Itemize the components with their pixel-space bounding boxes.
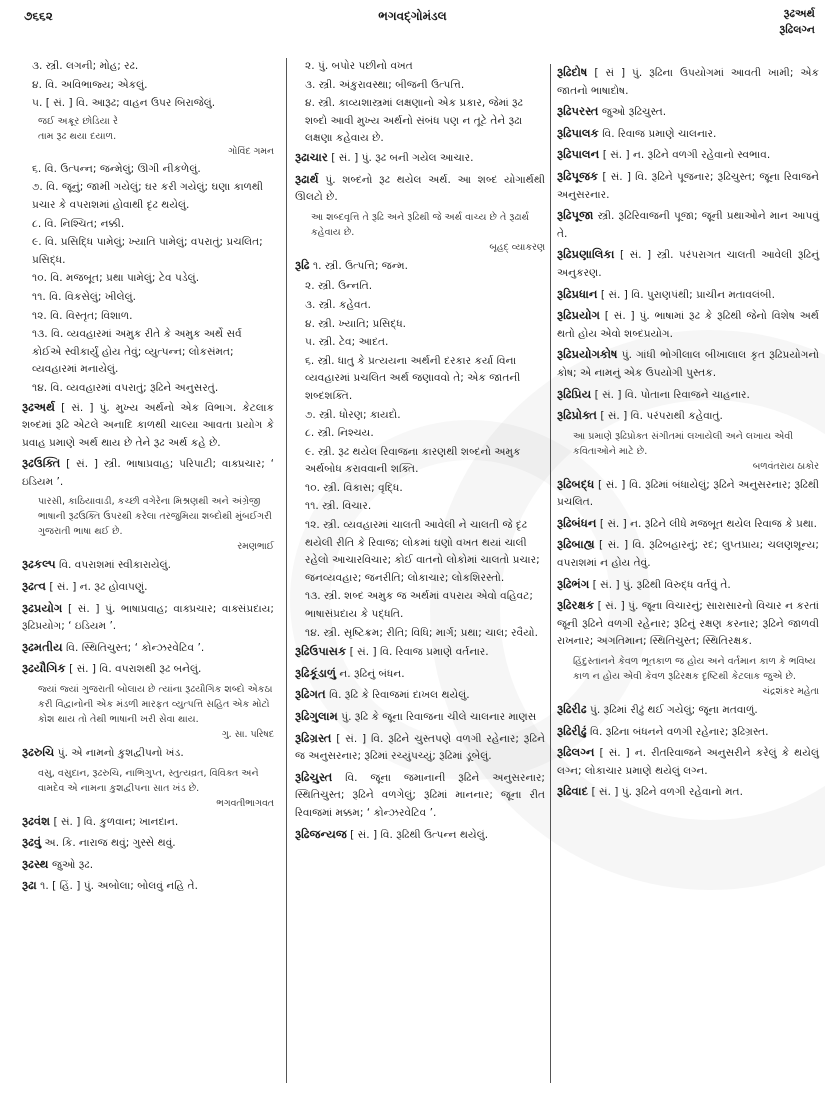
citation-source: બૃહદ્ વ્યાકરણ xyxy=(489,241,545,253)
entry-sense: ૩. સ્ત્રી. લગની; મોહ; રઢ. xyxy=(32,60,139,72)
dictionary-entry xyxy=(557,146,819,165)
dictionary-entry xyxy=(557,744,819,780)
entry-headword: રૂઢિકૂંડાળું xyxy=(295,665,336,680)
entry-definition: વિ. જૂના જમાનાની રૂઢિને અનુસરનાર; સ્થિતિચુસ્ત; રૂઢિને વળગેલું; રૂઢિમાં માનનાર; જૂના રીત રિવાજમાં મક્કમ; ‘ કોન્ઝરવેટિવ ’. xyxy=(295,771,545,819)
entry-headword: રૂઢિરીઢું xyxy=(557,723,587,738)
column-2 xyxy=(286,58,545,1083)
entry-definition: જુઓ રૂઢિચુસ્ત. xyxy=(601,106,667,119)
dictionary-entry xyxy=(22,399,274,453)
citation-quote xyxy=(557,429,819,474)
dictionary-entry xyxy=(295,769,545,823)
citation-line: હિંદુસ્તાનને કેવળ ભૂતકાળ જ હોય અને વર્તમાન કાળ કે ભવિષ્ય કાળ ન હોય એવી કેવળ રૂઢિરક્ષક દૃષ્ટિથી કેટલાક જુએ છે. xyxy=(573,656,816,683)
entry-definition: [ સં. ] પું. જૂના વિચારનું; સારાસારનો વિચાર ન કરતાં જૂની રૂઢિને વળગી રહેનાર; રૂઢિનું રક્ષણ કરનાર; રૂઢિને જાળવી રાખનાર; અગતિમાન; સ્થિતિચુસ્ત; સ્થિતિરક્ષક. xyxy=(557,600,819,648)
entry-definition: [ સં. ] પું. ભાષાપ્રવાહ; વાક્પ્રચાર; વાક્સંપ્રદાય; રૂઢિપ્રયોગ; ‘ ઇડિયમ ’. xyxy=(22,602,274,633)
dictionary-entry xyxy=(295,149,545,168)
entry-definition: ૧. [ હિં. ] પું. અબોલા; બોલવું નહિ તે. xyxy=(40,880,198,893)
dictionary-entry xyxy=(22,834,274,853)
entry-sense: ૨. સ્ત્રી. ઉન્નતિ. xyxy=(305,280,373,293)
entry-definition: [ સં. ] વિ. રૂઢિમાં બંધાયેલું; રૂઢિને અનુસરનાર; રૂઢિથી પ્રચલિત. xyxy=(557,478,819,509)
entry-headword: રૂઢિપૂજક xyxy=(557,168,599,183)
entry-sense: ૮. સ્ત્રી. નિશ્ચય. xyxy=(305,427,374,440)
entry-sense: ૧૨. સ્ત્રી. વ્યવહારમાં ચાલતી આવેલી ને ચાલતી જે દૃઢ થયેલી રીતિ કે રિવાજ; લોકમાં ઘણો વખત થયાં ચાલી રહેલો આચારવિચાર; કોઈ વાતનો લોકોમાં ચાલતો પ્રચાર; જનવ્યવહાર; જનરીતિ; લોકાચાર; લોકશિરસ્તો. xyxy=(305,519,540,584)
entry-definition: [ સં. ] વિ. પરંપરાથી કહેવાતું. xyxy=(600,410,723,423)
entry-headword: રૂઢયૌગિક xyxy=(22,661,66,676)
entry-definition: સ્ત્રી. રૂઢિરિવાજની પૂજા; જૂની પ્રથાઓને માન આપવું તે. xyxy=(557,210,819,240)
entry-headword: રૂઢિપ્રિય xyxy=(557,386,592,401)
entry-sense: ૫. [ સં. ] વિ. આરૂઢ; વાહન ઉપર બિરાજેલું. xyxy=(32,97,216,110)
entry-definition: [ સં. ] પું. ભાષામાં રૂઢ કે રૂઢિથી જેનો વિશેષ અર્થ થતો હોય એવો શબ્દપ્રયોગ. xyxy=(557,310,819,340)
dictionary-entry xyxy=(295,665,545,684)
dictionary-entry xyxy=(557,597,819,651)
entry-definition: ૧. સ્ત્રી. ઉત્પત્તિ; જન્મ. xyxy=(312,259,408,272)
citation-quote xyxy=(295,210,545,255)
entry-sense: ૯. સ્ત્રી. રૂઢ થયેલ રિવાજના કારણથી શબ્દનો અમુક અર્થબોધ કરાવવાની શક્તિ. xyxy=(305,445,521,476)
entry-headword: રૂઢિભંગ xyxy=(557,576,590,591)
entry-sense: ૯. વિ. પ્રસિદ્ધિ પામેલું; ખ્યાતિ પામેલું; વપરાતું; પ્રચલિત; પ્રસિદ્ધ. xyxy=(32,236,263,266)
dictionary-entry xyxy=(557,407,819,426)
dictionary-entry xyxy=(557,207,819,243)
entry-headword: રૂઢપ્રયોગ xyxy=(22,600,63,615)
dictionary-entry xyxy=(295,171,545,207)
entry-headword: રૂઢિરીઢ xyxy=(557,702,587,717)
entry-headword: રૂઢિવાદ xyxy=(557,784,589,799)
entry-definition: પું. શબ્દનો રૂઢ થયેલ અર્થ. આ શબ્દ યોગાર્થથી ઊલટો છે. xyxy=(295,173,545,204)
citation-line: આ પ્રમાણે રૂઢિપ્રોક્ત સંગીતમાં લખાયેલી અને લખાય એવી કવિતાઓને માટે છે. xyxy=(573,430,794,457)
entry-definition: [ સં. ] પું. રૂઢિને વળગી રહેવાનો મત. xyxy=(591,786,743,799)
entry-headword: રૂઢિપરસ્ત xyxy=(557,104,599,119)
entry-sense: ૧૩. સ્ત્રી. શબ્દ અમુક જ અર્થમાં વપરાય એવો વહિવટ; ભાષાસંપ્રદાય કે પદ્ધતિ. xyxy=(305,590,533,621)
entry-definition: વિ. સ્થિતિચુસ્ત; ‘ કોન્ઝરવેટિવ ’. xyxy=(66,641,205,654)
entry-definition: [ સં. ] વિ. રૂઢિને ચુસ્તપણે વળગી રહેનાર; રૂઢિને જ અનુસરનાર; રૂઢિમાં રચ્યુંપચ્યું; રૂઢિમાં ડૂબેલું. xyxy=(295,732,545,763)
entry-headword: રૂઢિઉપાસક xyxy=(295,644,347,659)
entry-definition: [ સં. ] પું. મુખ્ય અર્થનો એક વિભાગ. કેટલાક શબ્દમાં રૂઢિ એટલે અનાદિ કાળથી ચાલ્યા આવતા પ્રયોગ કે પ્રવાહ પ્રમાણે અર્થ થાય છે તેને રૂઢ અર્થ કહે છે. xyxy=(22,401,274,449)
citation-source: બળવંતરાય ઠાકોર xyxy=(752,460,819,472)
entry-definition: વિ. વપરાશમાં સ્વીકારાયેલું. xyxy=(59,559,172,572)
entry-definition: [ સં. ] ન. રૂઢિને લીધે મજબૂત થયેલ રિવાજ કે પ્રથા. xyxy=(599,517,817,530)
entry-definition: [ સં. ] સ્ત્રી. પરંપરાગત ચાલતી આવેલી રૂઢિનું અનુકરણ. xyxy=(557,249,820,279)
entry-headword: રૂઢિજન્યજ xyxy=(295,826,347,841)
entry-headword: રૂઢિપૂજા xyxy=(557,208,594,223)
dictionary-entry xyxy=(557,515,819,534)
entry-headword: રૂઢિબદ્ધ xyxy=(557,476,595,491)
entry-definition: [ સં. ] વિ. રૂઢિને પૂજનાર; રૂઢિચુસ્ત; જૂના રિવાજને અનુસરનાર. xyxy=(557,170,819,201)
entry-sense: ૪. સ્ત્રી. ખ્યાતિ; પ્રસિદ્ધ. xyxy=(305,317,407,330)
entry-sense: ૭. વિ. જૂનું; જામી ગયેલું; ઘર કરી ગયેલું; ઘણા કાળથી પ્રચાર કે વપરાશમાં હોવાથી દૃઢ થયેલું. xyxy=(32,181,264,211)
dictionary-entry xyxy=(557,723,819,742)
citation-line: પારસી, કાઠિયાવાડી, કચ્છી વગેરેના મિશ્રણથી અને અંગ્રેજી ભાષાની રૂઢઉક્તિ ઉપરથી કરેલા તરજુમિયા શબ્દોથી મુંબઈગરી ગુજરાતી ભાષા થઈ છે. xyxy=(38,496,272,538)
dictionary-entry xyxy=(557,246,819,282)
dictionary-entry xyxy=(557,307,819,343)
guide-word-last: રૂઢિલગ્ન xyxy=(779,23,815,36)
guide-words xyxy=(779,6,815,38)
entry-definition: વિ. રૂઢિના બંધનને વળગી રહેનાર; રૂઢિગ્રસ્ત. xyxy=(590,725,769,738)
entry-sense: ૪. સ્ત્રી. કાવ્યશાસ્ત્રમાં લક્ષણાનો એક પ્રકાર, જેમાં રૂઢ શબ્દો આવી મુખ્ય અર્થનો સંબંધ પણ ન તૂટે તેને રૂઢા લક્ષણા કહેવાય છે. xyxy=(305,97,523,145)
entry-sense: ૮. વિ. નિશ્ચિત; નક્કી. xyxy=(32,217,125,230)
entry-sense: ૧૧. સ્ત્રી. વિચાર. xyxy=(305,500,372,513)
dictionary-entry xyxy=(295,257,545,276)
dictionary-entry xyxy=(557,64,819,100)
dictionary-entry xyxy=(22,856,274,875)
dictionary-entry xyxy=(22,660,274,679)
citation-line: વસુ, વસુદાન, રૂઢરુચિ, નાભિગુપ્ત, સ્તુત્યવ્રત, વિવિક્ત અને વામદેવ એ નામના કુશદ્વીપના સાત ખંડ છે. xyxy=(38,767,259,794)
dictionary-entry xyxy=(22,639,274,658)
entry-definition: પું. રૂઢિમાં રીઢું થઈ ગયેલું; જૂના મતવાળું. xyxy=(590,704,758,717)
entry-headword: રૂઢાચાર xyxy=(295,149,328,164)
entry-headword: રૂઢવંશ xyxy=(22,813,51,828)
entry-definition: પું. એ નામનો કુશદ્વીપનો ખંડ. xyxy=(57,747,184,760)
entry-definition: ન. રૂઢિનું બંધન. xyxy=(339,667,405,680)
citation-quote xyxy=(22,766,274,811)
entry-sense: ૩. સ્ત્રી. કહેવત. xyxy=(305,298,371,311)
citation-line: જ્યાં જ્યાં ગુજરાતી બોલાય છે ત્યાંના રૂઢયૌગિક શબ્દો એકઠા કરી વિદ્વાનોની એક મંડળી મારફત વ્યુત્પત્તિ સહિત એક મોટો કોશ થાય તો તેથી ભાષાની ખરી સેવા થાય. xyxy=(38,684,273,726)
dictionary-entry xyxy=(557,103,819,122)
entry-definition: [ સં. ] વિ. વપરાશથી રૂઢ બનેલું. xyxy=(69,663,202,676)
citation-source: રમણભાઈ xyxy=(237,541,274,553)
entry-definition: [ સં. ] ન. રૂઢિને વળગી રહેવાનો સ્વભાવ. xyxy=(602,149,771,162)
entry-definition: વિ. રૂઢિ કે રિવાજમાં દાખલ થયેલું. xyxy=(329,689,470,702)
entry-definition: [ સં. ] વિ. પુરાણપંથી; પ્રાચીન મતાવલંબી. xyxy=(600,288,775,301)
citation-line: આ શબ્દવૃત્તિ તે રૂઢિ અને રૂઢિથી જે અર્થ વાચ્ય છે તે રૂઢાર્થ કહેવાય છે. xyxy=(311,211,529,238)
entry-headword: રૂઢિદોષ xyxy=(557,65,588,79)
entry-headword: રૂઢિગત xyxy=(295,687,326,702)
entry-sense: ૧૧. વિ. વિકસેલું; ખીલેલું. xyxy=(32,290,136,303)
entry-sense: ૬. સ્ત્રી. ધાતુ કે પ્રત્યયના અર્થની દરકાર કર્યા વિના વ્યવહારમાં પ્રચલિત અર્થ જણાવવો તે; એક જાતની શબ્દશક્તિ. xyxy=(305,354,521,402)
book-title: ભગવદ્ગોમંડલ xyxy=(378,9,447,23)
entry-definition: [ સં. ] વિ. રૂઢિબહારનું; રદ; લુપ્તપ્રાય; ચલણશૂન્ય; વપરાશમાં ન હોય તેવું. xyxy=(557,539,819,570)
entry-headword: રૂઢિગ્રસ્ત xyxy=(295,730,332,745)
entry-headword: રૂઢિપ્રણાલિકા xyxy=(557,247,615,262)
entry-definition: [ સં. ] વિ. રૂઢિથી ઉત્પન્ન થયેલું. xyxy=(350,828,489,841)
entry-sense: ૧૨. વિ. વિસ્તૃત; વિશાળ. xyxy=(32,309,133,322)
entry-headword: રૂઢઅર્થ xyxy=(22,399,56,414)
dictionary-entry xyxy=(22,455,274,491)
entry-sense: ૬. વિ. ઉત્પન્ન; જન્મેલું; ઊગી નીકળેલું. xyxy=(32,162,201,175)
citation-quote xyxy=(22,114,274,159)
entry-sense: ૧૪. વિ. વ્યવહારમાં વપરાતું; રૂઢિને અનુસરતું. xyxy=(32,381,219,394)
citation-quote xyxy=(22,682,274,742)
entry-definition: જુઓ રૂઢ. xyxy=(51,858,94,871)
dictionary-entry xyxy=(557,168,819,204)
entry-definition: વિ. રિવાજ પ્રમાણે ચાલનાર. xyxy=(602,127,717,140)
citation-source: ગુ. સા. પરિષદ xyxy=(221,729,274,741)
entry-sense: ૪. વિ. અવિભાજ્ય; એકલું. xyxy=(32,78,148,91)
entry-definition: [ સં. ] વિ. રિવાજ પ્રમાણે વર્તનાર. xyxy=(349,646,489,659)
dictionary-entry xyxy=(295,730,545,766)
entry-sense: ૧૦. સ્ત્રી. વિકાસ; વૃદ્ધિ. xyxy=(305,481,403,494)
dictionary-entry xyxy=(22,813,274,832)
dictionary-entry xyxy=(557,346,819,382)
entry-headword: રૂઢિરક્ષક xyxy=(557,598,595,613)
entry-definition: પું. રૂઢિ કે જૂના રિવાજના ચીલે ચાલનાર માણસ xyxy=(341,711,537,723)
dictionary-entry xyxy=(22,578,274,597)
entry-sense: ૨. પું. બપોર પછીનો વખત xyxy=(305,60,413,72)
entry-definition: [ સં. ] સ્ત્રી. ભાષાપ્રવાહ; પરિપાટી; વાક્પ્રચાર; ‘ ઇડિયમ ’. xyxy=(22,458,274,488)
column-3 xyxy=(550,64,819,1083)
citation-line: તામ રૂઢ થયા દયાળ. xyxy=(38,130,117,142)
entry-headword: રૂઢાર્થ xyxy=(295,171,319,186)
entry-sense: ૭. સ્ત્રી. ધોરણ; કાયદો. xyxy=(305,408,401,421)
dictionary-entry xyxy=(22,556,274,575)
dictionary-entry xyxy=(557,286,819,305)
citation-source: ગોવિંદ ગમન xyxy=(228,145,274,157)
dictionary-entry xyxy=(22,877,274,896)
guide-word-first: રૂઢઅર્થ xyxy=(783,7,815,20)
citation-line: જઈ અક્રૂર છોડિયા રે xyxy=(38,115,118,127)
entry-headword: રૂઢમતીય xyxy=(22,639,63,654)
entry-sense: ૧૦. વિ. મજબૂત; પ્રથા પામેલું; ટેવ પડેલું. xyxy=(32,272,200,285)
dictionary-entry xyxy=(557,125,819,144)
entry-sense: ૧૪. સ્ત્રી. સૃષ્ટિક્રમ; રીતિ; વિધિ; માર્ગ; પ્રથા; ચાલ; રવૈયો. xyxy=(305,626,538,639)
entry-definition: અ. કિ. નારાજ થવું; ગુસ્સે થવું. xyxy=(44,837,176,850)
entry-definition: [ સં. ] પું. રૂઢ બની ગયેલ આચાર. xyxy=(331,151,474,164)
dictionary-entry xyxy=(295,708,545,727)
entry-headword: રૂઢિપાલક xyxy=(557,125,599,140)
entry-headword: રૂઢિ xyxy=(295,257,310,272)
entry-headword: રૂઢિચુસ્ત xyxy=(295,769,333,784)
citation-quote xyxy=(557,654,819,699)
entry-headword: રૂઢકલ્પ xyxy=(22,557,56,572)
entry-headword: રૂઢિપ્રયોગ xyxy=(557,308,600,323)
entry-headword: રૂઢિપ્રયોગકોષ xyxy=(557,347,618,362)
entry-headword: રૂઢિપ્રધાન xyxy=(557,286,598,301)
dictionary-entry xyxy=(295,686,545,705)
page-header xyxy=(0,0,825,40)
citation-quote xyxy=(22,494,274,554)
dictionary-entry xyxy=(557,701,819,720)
dictionary-entry xyxy=(557,783,819,802)
entry-definition: [ સં. ] પું. રૂઢિથી વિરુદ્ધ વર્તવું તે. xyxy=(592,578,731,591)
entry-headword: રૂઢવું xyxy=(22,835,42,850)
dictionary-entry xyxy=(22,600,274,636)
entry-definition: પું. ગાંધી ભોગીલાલ બીખાલાલ કૃત રૂઢિપ્રયોગનો કોષ; એ નામનું એક ઉપયોગી પુસ્તક. xyxy=(557,349,819,379)
entry-headword: રૂઢિપ્રોક્ત xyxy=(557,408,597,423)
column-1 xyxy=(22,58,274,1083)
entry-headword: રૂઢઉક્તિ xyxy=(22,456,61,471)
entry-headword: રૂઢિપાલન xyxy=(557,147,600,162)
page-number: ૭૬૬૨ xyxy=(24,9,53,23)
dictionary-entry xyxy=(557,536,819,572)
entry-sense: ૩. સ્ત્રી. અંકુરાવસ્થા; બીજની ઉત્પત્તિ. xyxy=(305,78,465,91)
entry-headword: રૂઢિગુલામ xyxy=(295,709,338,723)
entry-definition: [ સં ] પું. રૂઢિના ઉપયોગમાં આવતી ખામી; એક જાતનો ભાષાદોષ. xyxy=(557,67,819,97)
entry-headword: રૂઢિલગ્ન xyxy=(557,745,595,760)
entry-headword: રૂઢિબંધન xyxy=(557,515,597,530)
dictionary-entry xyxy=(557,476,819,512)
entry-sense: ૫. સ્ત્રી. ટેવ; આદત. xyxy=(305,336,389,349)
dictionary-entry xyxy=(557,576,819,595)
citation-source: ચંદ્રશંકર મહેતા xyxy=(762,686,819,698)
dictionary-entry xyxy=(295,643,545,662)
entry-sense: ૧૩. વિ. વ્યવહારમાં અમુક રીતે કે અમુક અર્થે સર્વ કોઈએ સ્વીકાર્યું હોય તેવું; વ્યુત્પન્ન; લોકસંમત; વ્યવહારમાં મનાયેલું. xyxy=(32,328,242,376)
entry-definition: [ સં. ] વિ. પોતાના રિવાજને ચાહનાર. xyxy=(594,388,750,401)
entry-definition: [ સં. ] ન. રૂઢ હોવાપણું. xyxy=(49,581,148,594)
dictionary-entry xyxy=(22,744,274,763)
entry-headword: રૂઢસ્થ xyxy=(22,856,49,871)
dictionary-entry xyxy=(295,826,545,845)
entry-headword: રૂઢત્વ xyxy=(22,579,46,594)
entry-headword: રૂઢા xyxy=(22,878,37,893)
dictionary-entry xyxy=(557,386,819,405)
entry-headword: રૂઢિબાહ્ય xyxy=(557,537,595,552)
citation-source: ભગવતીભાગવત xyxy=(216,797,274,809)
entry-definition: [ સં. ] વિ. કુળવાન; ખાનદાન. xyxy=(53,815,179,828)
entry-headword: રૂઢરુચિ xyxy=(22,745,55,760)
entry-definition: [ સં. ] ન. રીતરિવાજને અનુસરીને કરેલું કે થયેલું લગ્ન; લોકાચાર પ્રમાણે થયેલું લગ્ન. xyxy=(557,747,819,777)
